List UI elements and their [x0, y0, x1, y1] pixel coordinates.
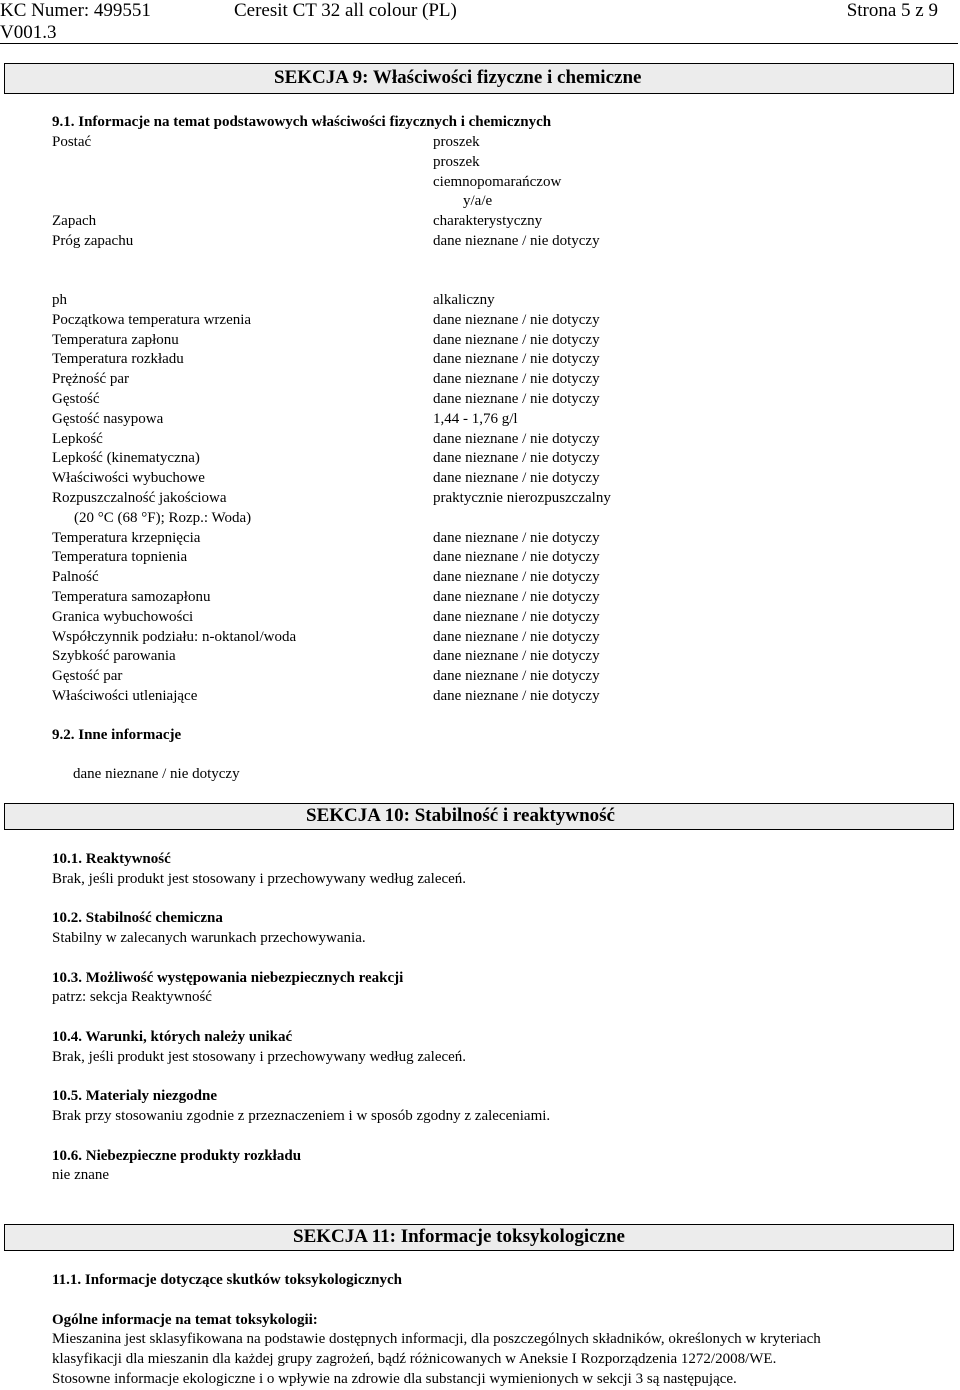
property-label: Prężność par [52, 371, 130, 388]
property-row [52, 687, 932, 707]
property-value: alkaliczny [433, 292, 495, 308]
property-row [52, 449, 932, 469]
property-value: dane nieznane / nie dotyczy [433, 529, 600, 546]
subsection-10-3-title: 10.3. Możliwość występowania niebezpiecznych reakcji [52, 970, 404, 986]
property-label: Właściwości wybuchowe [52, 470, 205, 487]
property-label: Zapach [52, 213, 97, 230]
subsection-10-3-text: patrz: sekcja Reaktywność [52, 989, 212, 1005]
property-label: Temperatura topnienia [52, 549, 188, 566]
property-label: Palność [52, 569, 99, 586]
property-row [52, 153, 932, 173]
property-row [52, 529, 932, 549]
property-value: dane nieznane / nie dotyczy [433, 687, 600, 704]
property-label: Temperatura krzepnięcia [52, 529, 201, 546]
property-value: proszek [433, 134, 480, 150]
property-value: 1,44 - 1,76 g/l [433, 410, 518, 427]
properties-block-2 [52, 291, 932, 707]
property-row [52, 509, 932, 529]
properties-block-1 [52, 133, 932, 252]
version-number: V001.3 [0, 22, 57, 43]
subsection-9-2-text: dane nieznane / nie dotyczy [73, 766, 240, 782]
subsection-10-4-text: Brak, jeśli produkt jest stosowany i przechowywany według zaleceń. [52, 1049, 467, 1065]
property-row [52, 489, 932, 509]
property-label: Próg zapachu [52, 232, 134, 249]
product-name: Ceresit CT 32 all colour (PL) [234, 0, 457, 21]
subsection-9-2-title: 9.2. Inne informacje [52, 727, 182, 743]
property-row [52, 628, 932, 648]
general-toxicology-line: Mieszanina jest sklasyfikowana na podstawie dostępnych informacji, dla poszczególnych składników, określonych w kryteriach [52, 1331, 821, 1347]
property-label: Temperatura zapłonu [52, 331, 179, 348]
property-value: praktycznie nierozpuszczalny [433, 489, 611, 506]
subsection-10-5-text: Brak przy stosowaniu zgodnie z przeznaczeniem i w sposób zgodny z zaleceniami. [52, 1108, 551, 1124]
property-value: dane nieznane / nie dotyczy [433, 549, 600, 566]
property-row [52, 370, 932, 390]
kc-number: KC Numer: 499551 [0, 0, 151, 21]
property-row [52, 173, 932, 193]
property-label: Gęstość [52, 390, 100, 407]
property-row [52, 311, 932, 331]
property-row [52, 548, 932, 568]
subsection-9-1-title: 9.1. Informacje na temat podstawowych właściwości fizycznych i chemicznych [52, 114, 552, 130]
property-label: Granica wybuchowości [52, 608, 194, 625]
property-row [52, 608, 932, 628]
subsection-10-5-title: 10.5. Materialy niezgodne [52, 1088, 217, 1104]
property-row [52, 469, 932, 489]
property-row [52, 232, 932, 252]
property-value: dane nieznane / nie dotyczy [433, 311, 600, 328]
section-10-title: SEKCJA 10: Stabilność i reaktywność [306, 805, 615, 826]
property-row [52, 410, 932, 430]
property-value: dane nieznane / nie dotyczy [433, 351, 600, 368]
property-label: Gęstość nasypowa [52, 410, 164, 427]
property-row [52, 568, 932, 588]
property-value: dane nieznane / nie dotyczy [433, 668, 600, 685]
property-row [52, 350, 932, 370]
property-row [52, 291, 932, 311]
property-value: dane nieznane / nie dotyczy [433, 450, 600, 467]
property-value: dane nieznane / nie dotyczy [433, 232, 600, 249]
page-number: Strona 5 z 9 [846, 0, 938, 21]
property-value: dane nieznane / nie dotyczy [433, 430, 600, 447]
property-label: Współczynnik podziału: n-oktanol/woda [52, 628, 297, 645]
subsection-10-2-text: Stabilny w zalecanych warunkach przechowywania. [52, 930, 366, 946]
general-toxicology-line: klasyfikacji dla mieszanin dla każdej grupy zagrożeń, bądź różnicowanych w Aneksie I Rozporządzenia 1272/2008/WE. [52, 1351, 777, 1367]
property-row [52, 212, 932, 232]
property-row [52, 588, 932, 608]
property-row [52, 192, 932, 212]
property-value: proszek [433, 153, 480, 170]
property-value: dane nieznane / nie dotyczy [433, 608, 600, 625]
property-label: ph [52, 292, 67, 308]
property-label: Lepkość (kinematyczna) [52, 450, 200, 467]
property-row [52, 667, 932, 687]
property-value: dane nieznane / nie dotyczy [433, 470, 600, 487]
property-row [52, 430, 932, 450]
property-label: Początkowa temperatura wrzenia [52, 311, 252, 328]
property-value: dane nieznane / nie dotyczy [433, 331, 600, 348]
general-toxicology-title: Ogólne informacje na temat toksykologii: [52, 1312, 318, 1328]
property-row [52, 390, 932, 410]
property-value: charakterystyczny [433, 213, 543, 230]
general-toxicology-line: Stosowne informacje ekologiczne i o wpływie na zdrowie dla substancji wymienionych w sekcji 3 są następujące. [52, 1371, 737, 1387]
property-value: dane nieznane / nie dotyczy [433, 648, 600, 665]
property-row [52, 133, 932, 153]
property-value: dane nieznane / nie dotyczy [433, 628, 600, 645]
property-value: ciemnopomarańczow [433, 173, 562, 190]
subsection-10-6-title: 10.6. Niebezpieczne produkty rozkładu [52, 1148, 302, 1164]
section-9-title: SEKCJA 9: Właściwości fizyczne i chemiczne [274, 67, 642, 88]
section-11-title: SEKCJA 11: Informacje toksykologiczne [293, 1226, 625, 1247]
property-label: Właściwości utleniające [52, 687, 198, 704]
property-label: Temperatura samozapłonu [52, 588, 211, 605]
subsection-10-1-title: 10.1. Reaktywność [52, 851, 171, 867]
subsection-11-1-title: 11.1. Informacje dotyczące skutków toksykologicznych [52, 1272, 402, 1288]
property-label: Rozpuszczalność jakościowa [52, 489, 227, 506]
property-label: (20 °C (68 °F); Rozp.: Woda) [74, 509, 252, 526]
property-label: Gęstość par [52, 668, 123, 685]
header-rule [0, 43, 958, 44]
property-label: Postać [52, 134, 92, 150]
subsection-10-6-text: nie znane [52, 1167, 110, 1183]
property-value: dane nieznane / nie dotyczy [433, 569, 600, 586]
property-row [52, 331, 932, 351]
property-label: Lepkość [52, 430, 103, 447]
property-value: dane nieznane / nie dotyczy [433, 390, 600, 407]
property-value: y/a/e [463, 193, 493, 210]
property-label: Temperatura rozkładu [52, 351, 184, 368]
property-value: dane nieznane / nie dotyczy [433, 371, 600, 388]
property-value: dane nieznane / nie dotyczy [433, 588, 600, 605]
subsection-10-2-title: 10.2. Stabilność chemiczna [52, 910, 223, 926]
property-row [52, 647, 932, 667]
subsection-10-4-title: 10.4. Warunki, których należy unikać [52, 1029, 293, 1045]
subsection-10-1-text: Brak, jeśli produkt jest stosowany i przechowywany według zaleceń. [52, 871, 467, 887]
property-label: Szybkość parowania [52, 648, 176, 665]
